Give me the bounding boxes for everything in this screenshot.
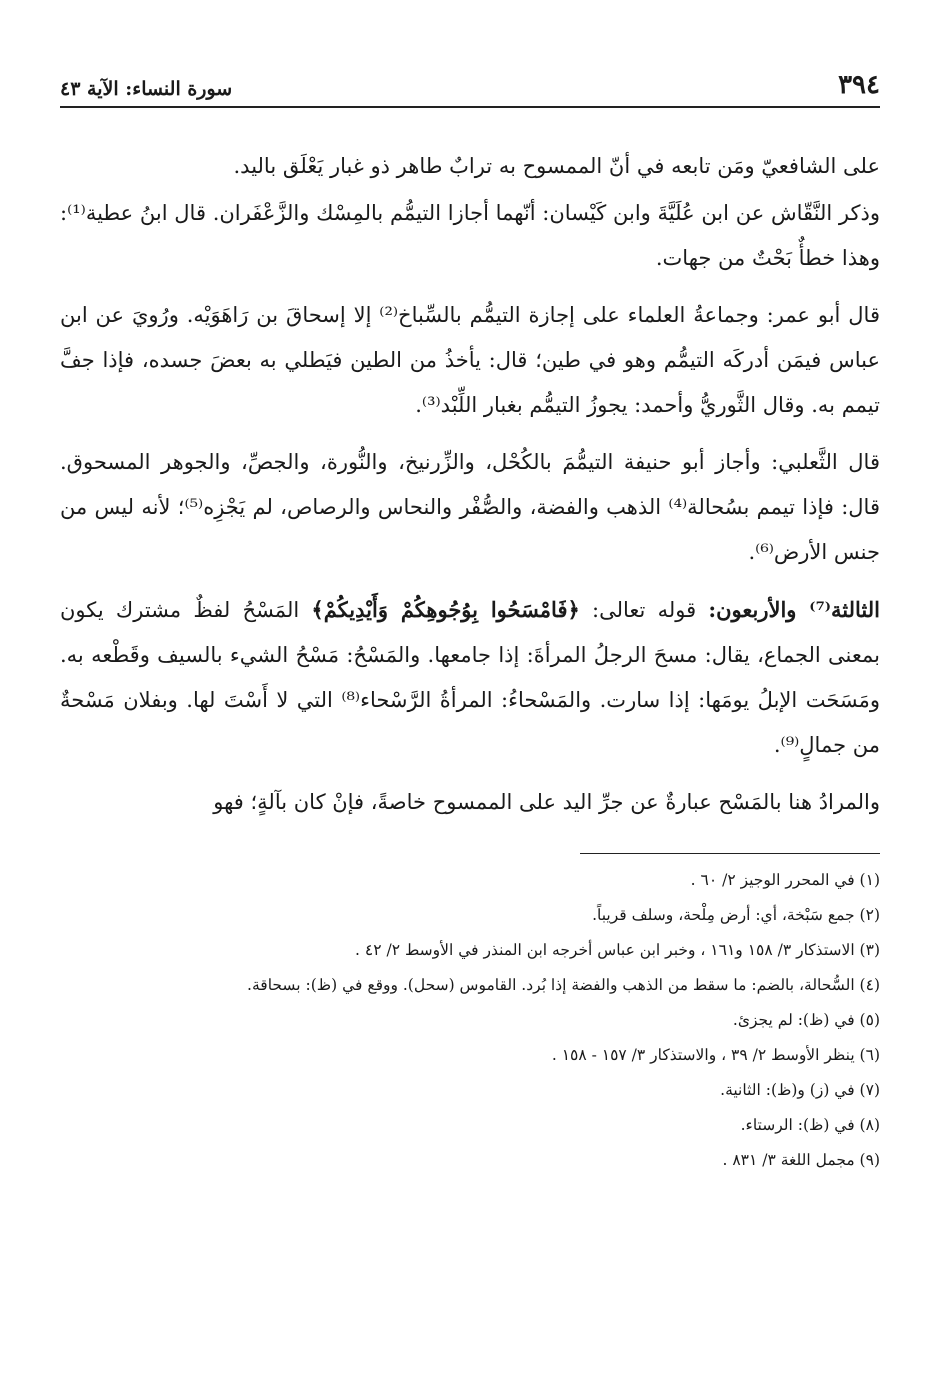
paragraph-text: المَسْحُ لفظٌ مشترك يكون بمعنى الجماع، يقال: مسحَ الرجلُ المرأةَ: إذا جامعها. والمَسْحُ: مَسْحُ الشيء بالسيف وقَطْعه به. ومَسَحَت الإبلُ يومَها: إذا سارت. والمَسْحاءُ: المرأةُ الرَّسْحاء⁽⁸⁾ التي لا أَسْتَ لها. وبفلان مَسْحةٌ من جمالٍ⁽⁹⁾. xyxy=(60,598,880,757)
paragraph: قال أبو عمر: وجماعةُ العلماء على إجازة التيمُّم بالسِّباخ⁽²⁾ إلا إسحاقَ بن رَاهَوَيْه. ورُويَ عن ابن عباس فيمَن أدركَه التيمُّم وهو في طين؛ قال: يأخذُ من الطين فيَطلي به بعضَ جسده، فإذا جفَّ تيمم به. وقال الثَّوريُّ وأحمد: يجوزُ التيمُّم بغبار اللِّبْد⁽³⁾. xyxy=(60,303,880,417)
main-text xyxy=(60,144,880,825)
footnote: (٨) في (ظ): الرستاء. xyxy=(740,1116,880,1134)
paragraph: والمرادُ هنا بالمَسْح عبارةٌ عن جرِّ اليد على الممسوح خاصةً، فإنْ كان بآلةٍ؛ فهو xyxy=(213,790,880,814)
footnote: (٤) السُّحالة، بالضم: ما سقط من الذهب والفضة إذا بُرد. القاموس (سحل). ووقع في (ظ): بسحاقة. xyxy=(247,976,880,994)
quran-verse: ﴿فَامْسَحُوا بِوُجُوهِكُمْ وَأَيْدِيكُمْ﴾ xyxy=(311,597,580,622)
paragraph: قال الثَّعلبي: وأجاز أبو حنيفة التيمُّمَ بالكُحْل، والزِّرنيخ، والنُّورة، والجصِّ، والجوهر المسحوق. قال: فإذا تيمم بسُحالة⁽⁴⁾ الذهب والفضة، والصُّفْر والنحاس والرصاص، لم يَجْزِه⁽⁵⁾؛ لأنه ليس من جنس الأرض⁽⁶⁾. xyxy=(60,450,880,564)
header-title: سورة النساء: الآية ٤٣ xyxy=(60,78,233,100)
running-header xyxy=(60,70,880,108)
page-number: ٣٩٤ xyxy=(838,70,880,100)
section-heading: الثالثة⁽⁷⁾ والأربعون: xyxy=(708,597,880,622)
footnote: (١) في المحرر الوجيز ٢/ ٦٠ . xyxy=(690,871,880,889)
footnote: (٦) ينظر الأوسط ٢/ ٣٩ ، والاستذكار ٣/ ١٥٧ - ١٥٨ . xyxy=(551,1046,880,1064)
footnote: (٣) الاستذكار ٣/ ١٥٨ و١٦١ ، وخبر ابن عباس أخرجه ابن المنذر في الأوسط ٢/ ٤٢ . xyxy=(355,941,880,959)
footnotes xyxy=(60,870,880,1170)
footnote: (٥) في (ظ): لم يجزئ. xyxy=(732,1011,880,1029)
verse-intro: قوله تعالى: xyxy=(592,598,697,622)
footnote: (٩) مجمل اللغة ٣/ ٨٣١ . xyxy=(722,1151,880,1169)
paragraph-section-43 xyxy=(60,587,880,768)
paragraph: وذكر النَّقّاش عن ابن عُلَيَّةَ وابن كَيْسان: أنّهما أجازا التيمُّم بالمِسْك والزَّعْفَران. قال ابنُ عطية⁽¹⁾: وهذا خطأٌ بَحْتٌ من جهات. xyxy=(60,201,880,270)
book-page xyxy=(60,70,880,1185)
footnote-divider xyxy=(580,853,880,854)
footnote: (٢) جمع سَبْخة، أي: أرض مِلْحة، وسلف قريباً. xyxy=(592,906,880,924)
paragraph: على الشافعيّ ومَن تابعه في أنّ الممسوح به ترابٌ طاهر ذو غبار يَعْلَق باليد. xyxy=(233,154,880,178)
footnote: (٧) في (ز) و(ظ): الثانية. xyxy=(720,1081,880,1099)
